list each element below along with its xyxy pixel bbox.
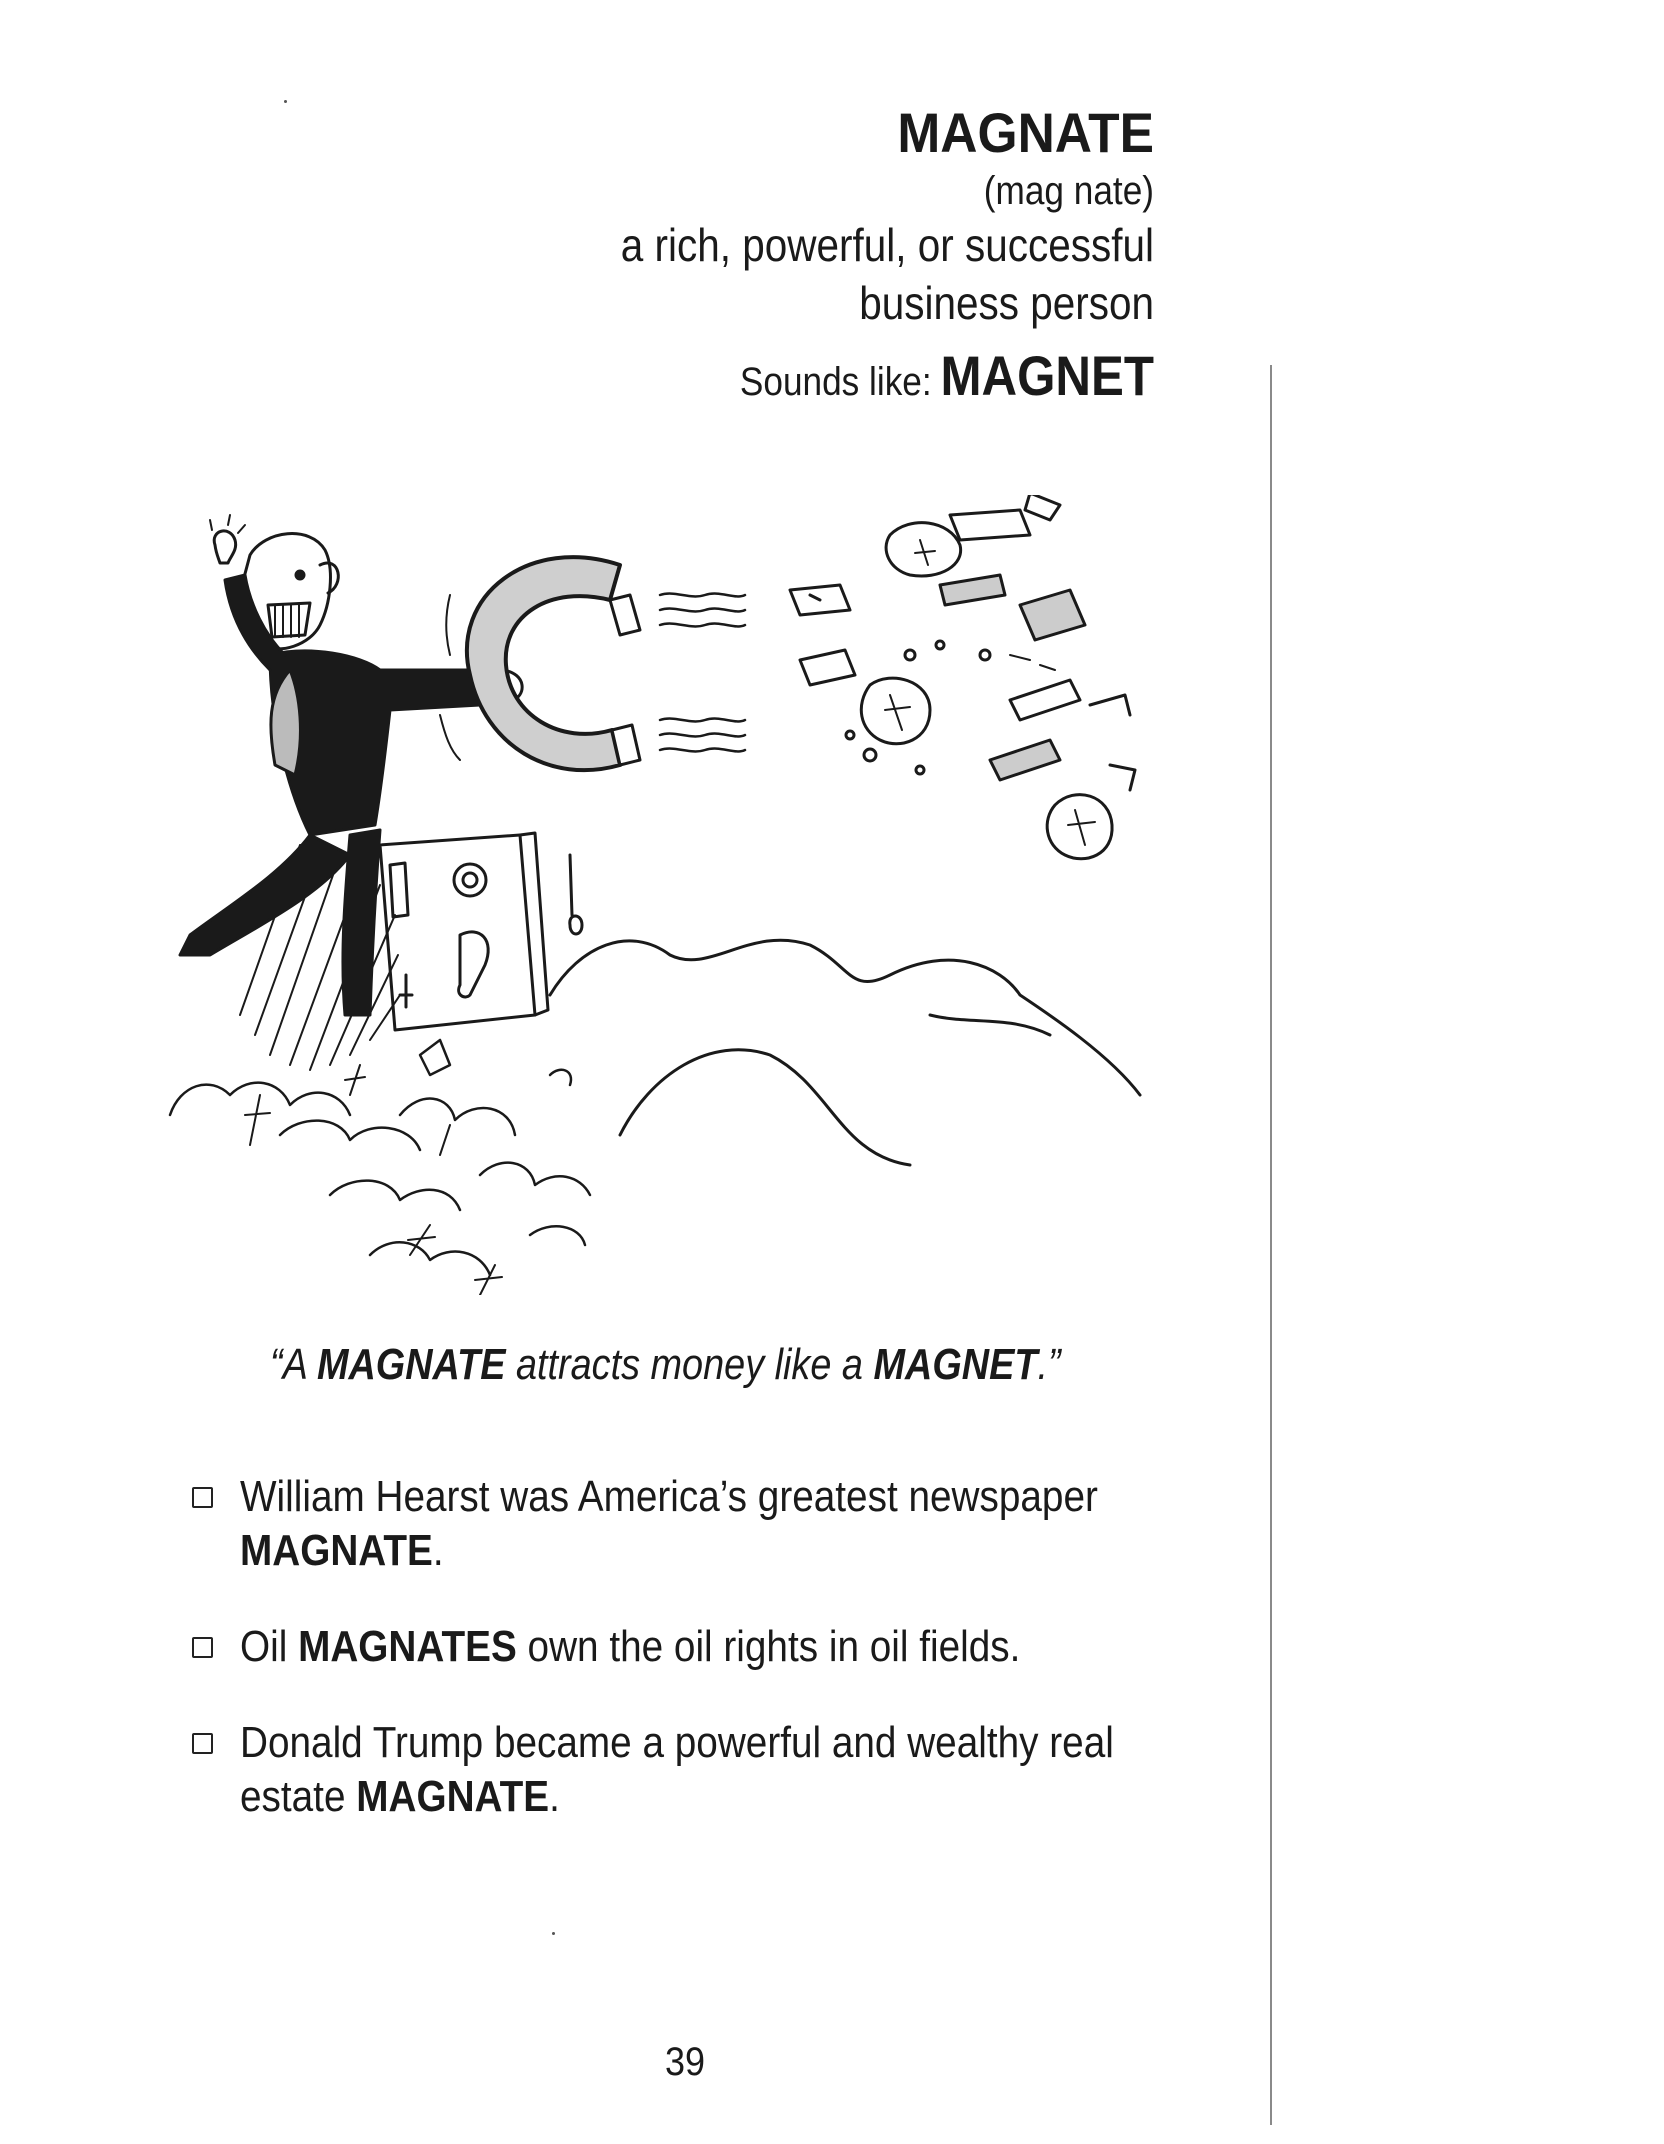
example-sentence — [190, 1716, 1170, 1824]
safe-icon — [380, 833, 548, 1030]
example-text-part: William Hearst was America’s greatest newspaper — [240, 1472, 1098, 1521]
example-text-part: own the oil rights in oil fields. — [516, 1622, 1021, 1671]
magnet-icon — [440, 557, 640, 770]
magnetic-waves — [660, 594, 745, 752]
example-caption — [270, 1340, 1061, 1390]
checkbox-bullet-icon — [192, 1487, 213, 1508]
scan-speck — [284, 100, 287, 103]
hill-outline — [620, 1050, 910, 1165]
entry-header — [394, 100, 1154, 412]
sounds-like-label: Sounds like: — [739, 360, 932, 404]
example-text-part: . — [549, 1772, 560, 1821]
coin-icon — [570, 855, 582, 934]
example-text — [240, 1470, 1164, 1578]
checkbox-bullet-icon — [192, 1637, 213, 1658]
definition-line: business person — [859, 277, 1154, 329]
example-sentences — [190, 1470, 1170, 1866]
hill-outline — [550, 940, 1140, 1095]
sounds-like — [485, 346, 1154, 412]
headword: MAGNATE — [897, 101, 1154, 164]
sounds-like-word: MAGNET — [940, 344, 1154, 407]
example-term: MAGNATE — [356, 1772, 550, 1821]
caption-open: “A — [270, 1340, 317, 1389]
example-sentence — [190, 1620, 1170, 1674]
checkbox-bullet-icon — [192, 1733, 213, 1754]
example-text — [240, 1620, 1164, 1674]
page-number: 39 — [664, 2040, 706, 2084]
page-edge-line — [1270, 365, 1272, 2125]
example-sentence — [190, 1470, 1170, 1578]
example-text-part: . — [432, 1526, 444, 1575]
pronunciation: (mag nate) — [983, 169, 1154, 213]
magnate-with-magnet-cartoon-icon — [150, 495, 1230, 1295]
scan-speck — [552, 1932, 555, 1935]
caption-middle: attracts money like a — [505, 1340, 874, 1389]
example-term: MAGNATE — [240, 1526, 433, 1575]
example-text — [240, 1716, 1164, 1824]
example-text-part: Oil — [240, 1622, 299, 1671]
definition — [485, 216, 1154, 332]
caption-close: .” — [1037, 1340, 1061, 1389]
flying-money — [790, 495, 1135, 859]
example-text-part: Donald Trump became a powerful and wealthy real estate — [240, 1718, 1114, 1821]
example-term: MAGNATES — [298, 1622, 517, 1671]
caption-term: MAGNATE — [316, 1340, 506, 1389]
definition-line: a rich, powerful, or successful — [620, 219, 1154, 271]
money-pile — [170, 1040, 590, 1295]
caption-term2: MAGNET — [873, 1340, 1038, 1389]
